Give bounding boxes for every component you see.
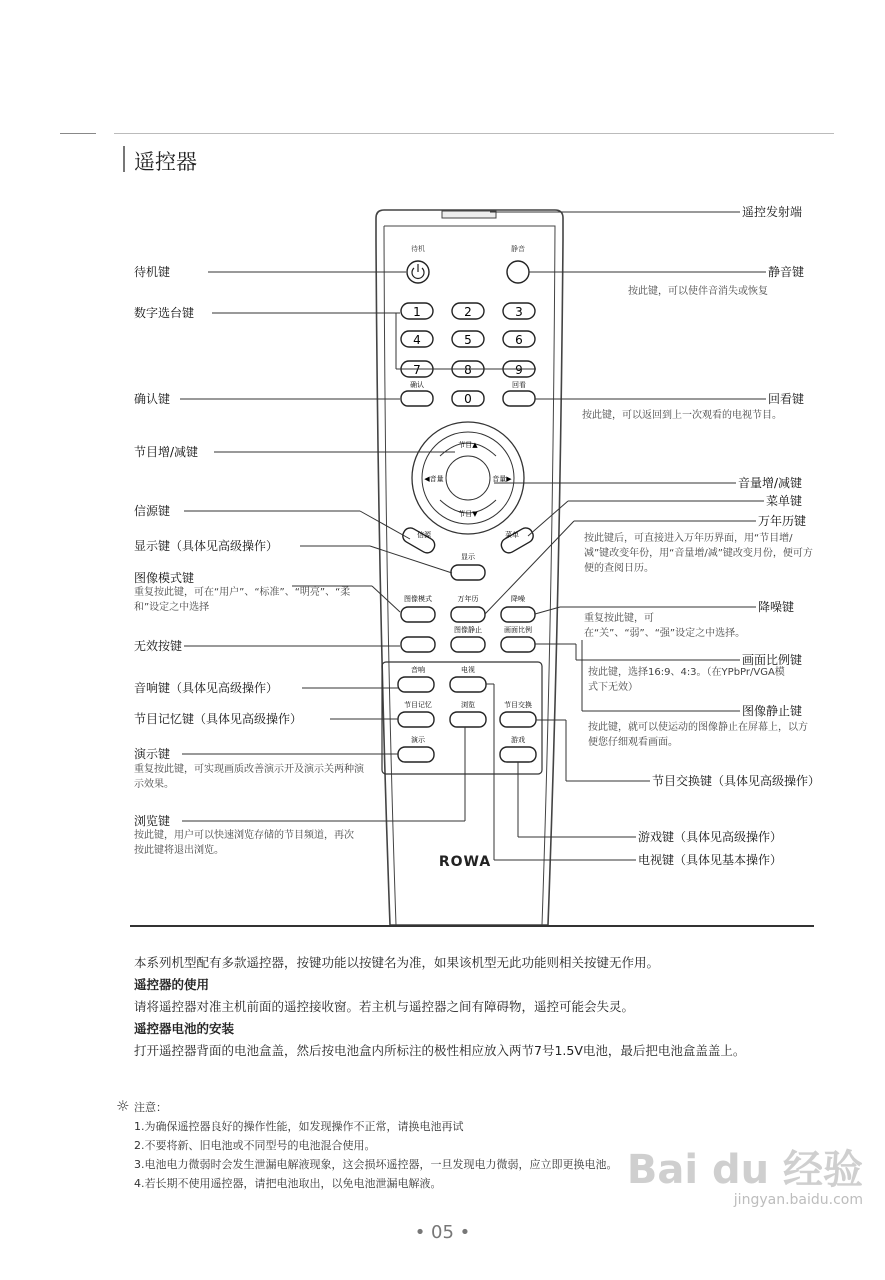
digit-6: 6 bbox=[515, 333, 523, 347]
source-label: 信源 bbox=[417, 531, 431, 539]
brand-logo: ROWA bbox=[438, 854, 492, 870]
prog-mem-button[interactable] bbox=[398, 712, 434, 727]
mute-button[interactable] bbox=[507, 261, 529, 283]
note-item: 2.不要将新、旧电池或不同型号的电池混合使用。 bbox=[134, 1139, 376, 1152]
nav-center[interactable] bbox=[446, 456, 490, 500]
intro-text: 本系列机型配有多款遥控器，按键功能以按键名为准，如果该机型无此功能则相关按键无作用。 bbox=[134, 955, 660, 970]
digit-3: 3 bbox=[515, 305, 523, 319]
callout-recall: 回看键 bbox=[768, 392, 805, 406]
callout-menu: 菜单键 bbox=[766, 494, 803, 508]
browse-button[interactable] bbox=[450, 712, 486, 727]
callout-emitter: 遥控发射端 bbox=[742, 205, 803, 219]
calendar-button[interactable] bbox=[451, 607, 485, 622]
callout-prog-mem: 节目记忆键（具体见高级操作） bbox=[134, 712, 303, 726]
noise-button[interactable] bbox=[501, 607, 535, 622]
lightbulb-icon: ☼ bbox=[116, 1097, 130, 1115]
note-item: 4.若长期不使用遥控器，请把电池取出，以免电池泄漏电解液。 bbox=[134, 1177, 442, 1190]
nav-left-label: ◀音量 bbox=[424, 475, 444, 483]
callout-display: 显示键（具体见高级操作） bbox=[134, 539, 279, 553]
display-button[interactable] bbox=[451, 565, 485, 580]
watermark-logo: Bai du 经验 bbox=[626, 1147, 863, 1193]
prog-swap-button[interactable] bbox=[500, 712, 536, 727]
use-heading: 遥控器的使用 bbox=[134, 977, 210, 992]
callout-game: 游戏键（具体见高级操作） bbox=[638, 830, 783, 844]
mute-top-label: 静音 bbox=[511, 245, 525, 253]
callout-noise: 降噪键 bbox=[758, 600, 795, 614]
aspect-label: 画面比例 bbox=[504, 626, 532, 634]
page-number: • 05 • bbox=[414, 1222, 471, 1243]
standby-top-label: 待机 bbox=[411, 245, 425, 253]
display-label: 显示 bbox=[461, 553, 475, 561]
prog-mem-label: 节目记忆 bbox=[404, 701, 432, 709]
callout-sound: 音响键（具体见高级操作） bbox=[134, 681, 279, 695]
watermark bbox=[627, 1148, 863, 1208]
callout-browse: 浏览键 bbox=[134, 814, 171, 828]
digit-4: 4 bbox=[413, 333, 421, 347]
recall-label: 回看 bbox=[512, 381, 526, 389]
noise-label: 降噪 bbox=[511, 595, 525, 603]
callout-pic-mode-desc: 重复按此键，可在“用户”、“标准”、“明亮”、“柔和”设定之中选择 bbox=[134, 587, 351, 613]
calendar-label: 万年历 bbox=[457, 595, 479, 603]
callout-calendar: 万年历键 bbox=[758, 514, 807, 528]
nav-up-label: 节目▲ bbox=[458, 441, 478, 449]
callout-source: 信源键 bbox=[134, 504, 171, 518]
digit-1: 1 bbox=[413, 305, 421, 319]
nav-down-label: 节目▼ bbox=[458, 510, 478, 518]
pic-mode-button[interactable] bbox=[401, 607, 435, 622]
watermark-url: jingyan.baidu.com bbox=[733, 1192, 863, 1208]
game-label: 游戏 bbox=[511, 736, 525, 744]
digit-2: 2 bbox=[464, 305, 472, 319]
menu-button[interactable] bbox=[499, 525, 536, 555]
callout-pic-mode: 图像模式键 bbox=[134, 571, 195, 585]
callout-prog-swap: 节目交换键（具体见高级操作） bbox=[652, 774, 821, 788]
digit-7: 7 bbox=[413, 363, 421, 377]
demo-label: 演示 bbox=[411, 736, 425, 744]
callout-digits: 数字选台键 bbox=[134, 306, 195, 320]
recall-button[interactable] bbox=[503, 391, 535, 406]
digit-0: 0 bbox=[464, 392, 472, 406]
prog-swap-label: 节目交换 bbox=[504, 701, 532, 709]
callout-noise-desc: 重复按此键，可在“关”、“弱”、“强”设定之中选择。 bbox=[584, 613, 746, 639]
section-divider bbox=[130, 925, 814, 927]
browse-label: 浏览 bbox=[461, 701, 475, 709]
battery-text: 打开遥控器背面的电池盒盖，然后按电池盒内所标注的极性相应放入两节7号1.5V电池，最后把电池盒盖盖上。 bbox=[134, 1043, 746, 1058]
callout-mute: 静音键 bbox=[768, 265, 805, 279]
tv-label: 电视 bbox=[461, 666, 475, 674]
callout-tv: 电视键（具体见基本操作） bbox=[638, 853, 783, 867]
digit-5: 5 bbox=[464, 333, 472, 347]
note-item: 3.电池电力微弱时会发生泄漏电解液现象，这会损坏遥控器，一旦发现电力微弱，应立即更换电池。 bbox=[134, 1158, 618, 1171]
note-item: 1.为确保遥控器良好的操作性能，如发现操作不正常，请换电池再试 bbox=[134, 1120, 464, 1133]
callout-browse-desc: 按此键，用户可以快速浏览存储的节目频道，再次按此键将退出浏览。 bbox=[134, 830, 354, 856]
battery-heading: 遥控器电池的安装 bbox=[134, 1021, 235, 1036]
freeze-label: 图像静止 bbox=[454, 626, 482, 634]
notes-title: 注意： bbox=[134, 1101, 167, 1114]
menu-label: 菜单 bbox=[505, 531, 519, 539]
nav-right-label: 音量▶ bbox=[492, 475, 512, 483]
callout-invalid: 无效按键 bbox=[134, 639, 183, 653]
digit-buttons bbox=[401, 303, 535, 377]
callout-freeze: 图像静止键 bbox=[742, 704, 803, 718]
callout-mute-desc: 按此键，可以使伴音消失或恢复 bbox=[628, 286, 768, 297]
callout-demo: 演示键 bbox=[134, 747, 171, 761]
sound-label: 音响 bbox=[411, 666, 425, 674]
callout-demo-desc: 重复按此键，可实现画质改善演示开及演示关两种演示效果。 bbox=[134, 764, 364, 790]
digit-8: 8 bbox=[464, 363, 472, 377]
tv-button[interactable] bbox=[450, 677, 486, 692]
callout-calendar-desc: 按此键后，可直接进入万年历界面，用“节目增/减”键改变年份，用“音量增/减”键改变月份，便可方便的查阅日历。 bbox=[584, 533, 813, 574]
aspect-button[interactable] bbox=[501, 637, 535, 652]
callout-freeze-desc: 按此键，就可以使运动的图像静止在屏幕上，以方便您仔细观看画面。 bbox=[588, 722, 808, 748]
callout-volume: 音量增/减键 bbox=[738, 476, 803, 490]
use-text: 请将遥控器对准主机前面的遥控接收窗。若主机与遥控器之间有障碍物，遥控可能会失灵。 bbox=[134, 999, 635, 1014]
callout-prog: 节目增/减键 bbox=[134, 445, 199, 459]
callout-ok: 确认键 bbox=[134, 392, 171, 406]
invalid-button[interactable] bbox=[401, 637, 435, 652]
callout-recall-desc: 按此键，可以返回到上一次观看的电视节目。 bbox=[582, 410, 782, 421]
page-title: 遥控器 bbox=[134, 150, 197, 174]
ok-button[interactable] bbox=[401, 391, 433, 406]
sound-button[interactable] bbox=[398, 677, 434, 692]
freeze-button[interactable] bbox=[451, 637, 485, 652]
pic-mode-label: 图像模式 bbox=[404, 595, 432, 603]
digit-9: 9 bbox=[515, 363, 523, 377]
ok-label: 确认 bbox=[410, 381, 424, 389]
callout-standby: 待机键 bbox=[134, 265, 171, 279]
callout-aspect: 画面比例键 bbox=[742, 653, 803, 667]
demo-button[interactable] bbox=[398, 747, 434, 762]
source-button[interactable] bbox=[400, 525, 437, 555]
game-button[interactable] bbox=[500, 747, 536, 762]
callout-aspect-desc: 按此键，选择16:9、4:3。（在YPbPr/VGA模式下无效） bbox=[588, 667, 785, 693]
